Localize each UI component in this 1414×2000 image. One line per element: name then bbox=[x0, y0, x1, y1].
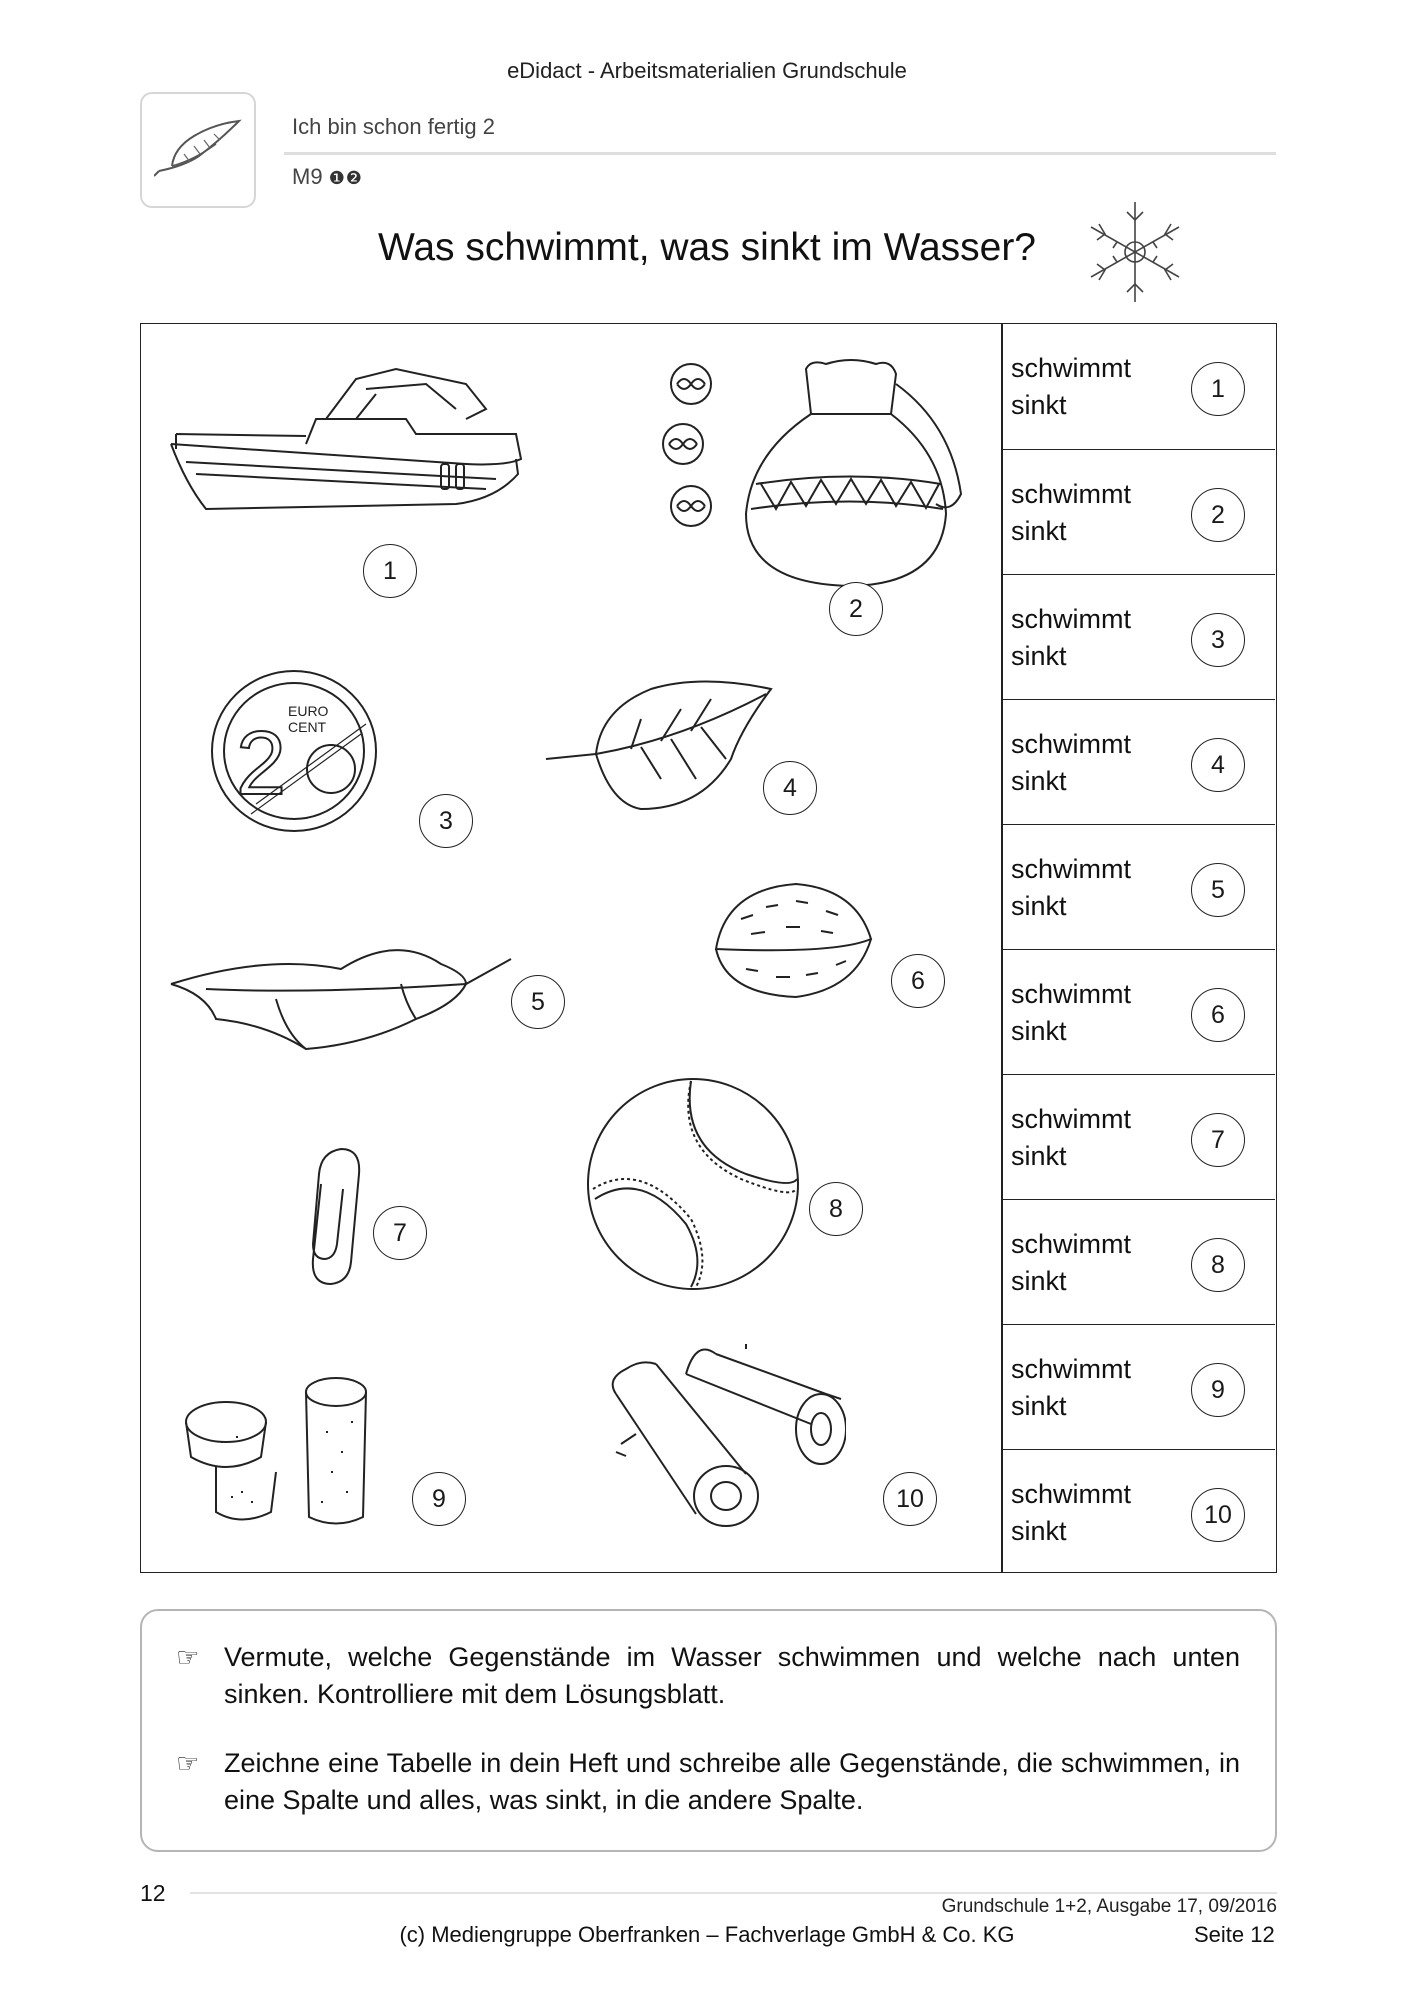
worksheet-subtitle: Ich bin schon fertig 2 bbox=[292, 114, 496, 139]
picture-number-10: 10 bbox=[883, 1472, 937, 1526]
option-schwimmt[interactable]: schwimmt bbox=[1011, 479, 1131, 509]
option-schwimmt[interactable]: schwimmt bbox=[1011, 854, 1131, 884]
feather-icon bbox=[166, 924, 516, 1059]
answer-row bbox=[1003, 1324, 1275, 1449]
snowflake-icon bbox=[1076, 196, 1194, 308]
coin-icon bbox=[206, 664, 386, 839]
picture-number-8: 8 bbox=[809, 1182, 863, 1236]
answer-row bbox=[1003, 1199, 1275, 1324]
coin-digit: 2 bbox=[236, 714, 287, 814]
walnut-icon bbox=[706, 879, 876, 1004]
logo-box bbox=[140, 92, 256, 208]
option-sinkt[interactable]: sinkt bbox=[1011, 641, 1067, 671]
picture-number-6: 6 bbox=[891, 954, 945, 1008]
option-schwimmt[interactable]: schwimmt bbox=[1011, 729, 1131, 759]
code-label: M9 bbox=[292, 164, 323, 189]
answer-column bbox=[1003, 324, 1275, 1572]
option-sinkt[interactable]: sinkt bbox=[1011, 1391, 1067, 1421]
ball-icon bbox=[581, 1069, 806, 1294]
leaf-logo-icon bbox=[154, 116, 244, 186]
answer-number: 9 bbox=[1191, 1363, 1245, 1417]
answer-row bbox=[1003, 574, 1275, 699]
picture-number-3: 3 bbox=[419, 794, 473, 848]
option-sinkt[interactable]: sinkt bbox=[1011, 1141, 1067, 1171]
option-schwimmt[interactable]: schwimmt bbox=[1011, 979, 1131, 1009]
option-schwimmt[interactable]: schwimmt bbox=[1011, 353, 1131, 383]
pointing-hand-icon: ☞ bbox=[176, 1642, 200, 1672]
picture-number-2: 2 bbox=[829, 582, 883, 636]
option-sinkt[interactable]: sinkt bbox=[1011, 390, 1067, 420]
option-sinkt[interactable]: sinkt bbox=[1011, 1266, 1067, 1296]
answer-row bbox=[1003, 949, 1275, 1074]
footer-rule bbox=[190, 1892, 1277, 1894]
main-title: Was schwimmt, was sinkt im Wasser? bbox=[377, 226, 1036, 269]
answer-number: 3 bbox=[1191, 613, 1245, 667]
answer-row bbox=[1003, 699, 1275, 824]
level-markers: ❶❷ bbox=[328, 168, 363, 188]
option-sinkt[interactable]: sinkt bbox=[1011, 1516, 1067, 1546]
option-schwimmt[interactable]: schwimmt bbox=[1011, 1229, 1131, 1259]
worksheet-grid bbox=[140, 323, 1277, 1573]
answer-number: 8 bbox=[1191, 1238, 1245, 1292]
answer-row bbox=[1003, 449, 1275, 574]
option-sinkt[interactable]: sinkt bbox=[1011, 516, 1067, 546]
answer-number: 4 bbox=[1191, 738, 1245, 792]
task-text: Vermute, welche Gegenstände im Wasser schwimmen und welche nach unten sinken. Kontrolliere mit dem Lösungsblatt. bbox=[224, 1642, 1240, 1709]
edition-info: Grundschule 1+2, Ausgabe 17, 09/2016 bbox=[941, 1896, 1277, 1917]
picture-number-4: 4 bbox=[763, 761, 817, 815]
boat-icon bbox=[166, 364, 526, 514]
option-schwimmt[interactable]: schwimmt bbox=[1011, 1354, 1131, 1384]
option-schwimmt[interactable]: schwimmt bbox=[1011, 1104, 1131, 1134]
answer-number: 7 bbox=[1191, 1113, 1245, 1167]
marble-bag-icon bbox=[651, 354, 981, 599]
answer-row bbox=[1003, 1449, 1275, 1574]
leaf-icon bbox=[541, 669, 781, 814]
coin-text-1: EURO bbox=[288, 703, 329, 719]
answer-number: 10 bbox=[1191, 1488, 1245, 1542]
header-title: eDidact - Arbeitsmaterialien Grundschule bbox=[507, 58, 907, 83]
wood-logs-icon bbox=[596, 1344, 846, 1539]
option-schwimmt[interactable]: schwimmt bbox=[1011, 1479, 1131, 1509]
answer-row bbox=[1003, 1074, 1275, 1199]
answer-row bbox=[1003, 824, 1275, 949]
worksheet-code bbox=[292, 164, 363, 190]
picture-number-1: 1 bbox=[363, 544, 417, 598]
answer-row bbox=[1003, 324, 1275, 449]
option-sinkt[interactable]: sinkt bbox=[1011, 1016, 1067, 1046]
picture-number-5: 5 bbox=[511, 975, 565, 1029]
answer-number: 6 bbox=[1191, 988, 1245, 1042]
task-box bbox=[140, 1609, 1277, 1852]
task-item bbox=[176, 1745, 1240, 1819]
page-label: Seite 12 bbox=[1194, 1922, 1275, 1947]
answer-number: 2 bbox=[1191, 488, 1245, 542]
task-text: Zeichne eine Tabelle in dein Heft und schreibe alle Gegenstände, die schwimmen, in eine Spalte und alles, was sinkt, in die andere Spalte. bbox=[224, 1748, 1240, 1815]
answer-number: 5 bbox=[1191, 863, 1245, 917]
picture-number-9: 9 bbox=[412, 1472, 466, 1526]
answer-number: 1 bbox=[1191, 362, 1245, 416]
option-schwimmt[interactable]: schwimmt bbox=[1011, 604, 1131, 634]
option-sinkt[interactable]: sinkt bbox=[1011, 891, 1067, 921]
page-number: 12 bbox=[140, 1880, 166, 1906]
picture-number-7: 7 bbox=[373, 1206, 427, 1260]
cork-icon bbox=[181, 1372, 381, 1532]
header-rule bbox=[284, 152, 1276, 155]
copyright: (c) Mediengruppe Oberfranken – Fachverlage GmbH & Co. KG bbox=[399, 1922, 1015, 1947]
paperclip-icon bbox=[291, 1144, 371, 1294]
coin-text-2: CENT bbox=[288, 719, 327, 735]
pointing-hand-icon: ☞ bbox=[176, 1748, 200, 1778]
picture-panel bbox=[141, 324, 1001, 1574]
task-item bbox=[176, 1639, 1240, 1713]
option-sinkt[interactable]: sinkt bbox=[1011, 766, 1067, 796]
